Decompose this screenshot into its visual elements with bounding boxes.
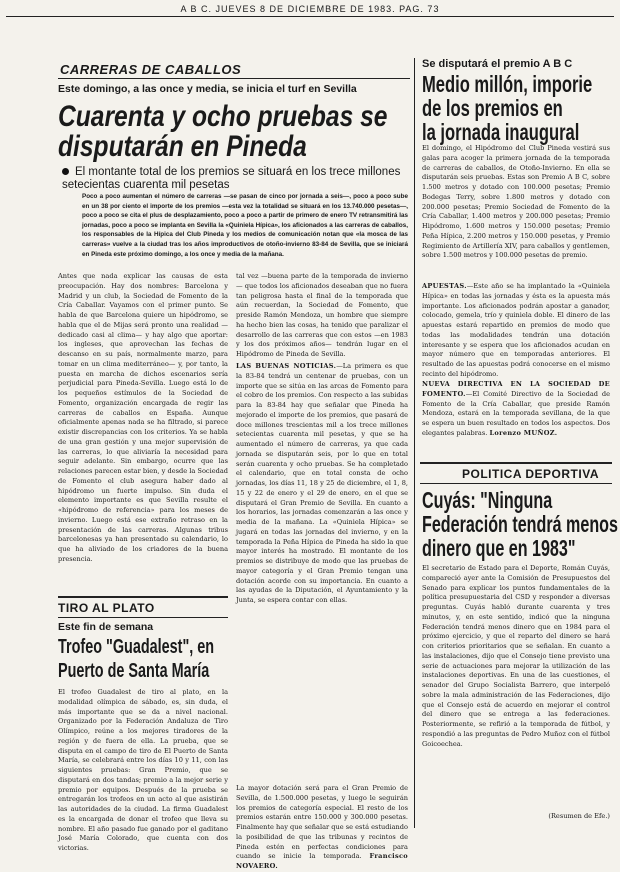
- article-column-1: Antes que nada explicar las causas de esta preocupación. Hay dos nombres: Barcelona y Madrid y un club, la Sociedad de Fomento de la Cría Caballar. Vayamos con el primer punto. Se habla de que Barcelona quiere un hipódromo, se habla que el de Mijas será pronto una realidad —dedicado casi al clima— y hay algo que aportar: los ingleses, que aprovechan las fechas de descanso en su país, normalmente marzo, para tomar en un clima mediterráneo— y, por tanto, la puesta en marcha de dichos escenarios sería perjudicial para Pineda-Sevilla. Luego está lo de los pequeños estímulos de la Sociedad de Fomento, organización encargada de regir las carreras de caballos en España. Aunque oficialmente apenas nada se ha filtrado, si parece existir discrepancias con los criterios. Ya se habla de una gran gestión y una mejor supervisión de las carreras, lo que aliviaría la necesidad para seguir adelante. Sin embargo, ocurre que las relaciones parecen estar bien, y desde la Sociedad de Fomento el club asegura haber dado al hipódromo un fuerte impulso. Sin duda el elemento importante es que Sevilla resulte el «hipódromo de referencia» para los meses de invierno. Luego está ese extraño retraso en la presentación de las carreras. Algunas tribus barcelonesas ya han presentado su calendario, lo que ha aliviado de los criadores de la buena presencia.: [58, 272, 228, 563]
- headline-line-1: Cuarenta y ocho pruebas se: [58, 100, 388, 133]
- directiva-byline: Lorenzo MUÑOZ.: [489, 428, 558, 437]
- right-headline-line-1: Medio millón, imporie: [422, 71, 593, 97]
- abc-prize-label: Se disputará el premio A B C: [422, 58, 573, 70]
- col2-text: —La primera es que la 83-84 tendrá un centenar de pruebas, con un importe que se sitúa en las arcas de Fomento para el cobro de los premios. Con respecto a las subidas para la 83-84 hay que señalar que Pineda ha mejorado el importe de los premios, que pasará de doce millones trescientas mil a los trece millones setecientas cuarenta mil pesetas, y que se ha aumentado el número de carreras, ya que cada jornada se disputarán seis, por lo que en total serán cuarenta y ocho pruebas. Se ha completado el calendario, que en total consta de ocho jornadas, los días 11, 18 y 25 de diciembre, el 1, 8, 15 y 22 de enero y el 29 de enero, en el que se disputará el Gran Premio de Sevilla. En cuanto a los horarios, las jornadas comenzarán a las once y media de la mañana. La «Quiniela Hípica» se jugará en todas las jornadas del invierno, y en la temporada la Peña Hípica de Pineda ha sido la que mayor interés ha mostrado. El montante de los premios se distribuye de modo que las pruebas de mayor categoría y el Gran Premio tengan una dotación acorde con su importancia. En cuanto a las ayudas de la Diputación, el Ayuntamiento y la Junta, se espera contar con ellas.: [236, 362, 408, 604]
- bullet-icon: [62, 168, 69, 175]
- tiro-headline-line-2: Puerto de Santa María: [58, 660, 210, 682]
- article-column-2a: tal vez —buena parte de la temporada de invierno— que todos los aficionados deseaban que no fuera tan peligrosa hasta el final de la temporada que aún recuerdan, la Sociedad de Fomento, que preside Ramón Mendoza, un hombre que siempre ha hecho bien las cosas, ha tenido que paralizar el desarrollo de las carreras que con estos —en 1983 y los dos próximos años— tendrán lugar en el Hipódromo de Pineda de Sevilla.: [236, 272, 408, 358]
- headline-line-2: disputarán en Pineda: [58, 130, 307, 163]
- politica-headline-line-2: Federación tendrá menos: [422, 511, 618, 537]
- right-headline-line-2: de los premios en: [422, 95, 563, 121]
- tiro-body: El trofeo Guadalest de tiro al plato, en la modalidad olímpica de sábado, es, sin duda, el más importante que se da a nivel nacional. Organizado por la Federación Andaluza de Tiro Olímpico, reúne a los mejores tiradores de la región y de fuera de ella. La prueba, que se disputa en el campo de tiro de El Puerto de Santa María, se celebrará entre los días 10 y 11, con las siguientes pruebas: Gran Premio, que se disputará en dos tandas; premio a la mejor serie y premio por equipos. Después de la prueba se entregarán los trofeos en un acto al que asistirán las autoridades de la ciudad. La firma Guadalest es la encargada de donar el trofeo que lleva su nombre. El año pasado fue ganado por el gaditano José María Colorado, que cuenta con dos victorias.: [58, 688, 228, 852]
- politica-headline-line-3: dinero que en 1983": [422, 535, 576, 561]
- article-subhead: Este domingo, a las once y media, se inicia el turf en Sevilla: [58, 83, 357, 95]
- header-rule: [6, 16, 614, 17]
- page-header: A B C. JUEVES 8 DE DICIEMBRE DE 1983. PAG. 73: [180, 4, 440, 14]
- apuestas-lead: APUESTAS.: [422, 282, 467, 290]
- tiro-top-rule: [58, 596, 228, 598]
- section-label: CARRERAS DE CABALLOS: [60, 62, 242, 77]
- apuestas-paragraph: [422, 282, 610, 378]
- article-column-2c: [236, 784, 408, 870]
- article-byline: Francisco NOVAERO.: [236, 852, 408, 870]
- article-lead: [62, 166, 410, 192]
- right-headline-line-3: la jornada inaugural: [422, 119, 580, 145]
- column-separator: [414, 58, 415, 828]
- article-column-2b: [236, 362, 408, 782]
- apuestas-text: —Este año se ha implantado la «Quiniela Hípica» en todas las jornadas y ésta es la apuesta más importante. Los aficionados podrán apostar a ganador, colocado, gemela, trío y quiniela doble. El dinero de las apuestas estará repartido en premios de modo que todas las modalidades tendrán una dotación interesante y se espera que los aficionados acudan en mayor número que en temporadas anteriores. El resultado de las apuestas podrá conocerse en el mismo recinto del hipódromo.: [422, 282, 610, 378]
- tiro-kicker: Este fin de semana: [58, 621, 154, 633]
- article-intro: Poco a poco aumentan el número de carreras —se pasan de cinco por jornada a seis—, poco a poco sube en un 38 por ciento el importe de los premios —esta vez la totalidad se situará en los 13.740.000 pesetas—, poco a poco se cita el plus de desplazamiento, poco a poco a partir de primero de enero TV retransmitirá las jornadas, poco a poco se implanta en Sevilla la «Quiniela Hípica», los aficionados a las carreras de caballos, los responsables de la Hípica del Club Pineda y los medios de comunicación notan que «la mosca de las carreras» vuelve a la ciudad tras los años improductivos de otoño-invierno 83-84 de Sevilla, que se iniciará en Pineda este próximo domingo, a los once y media de la mañana.: [82, 193, 408, 258]
- politica-source: (Resumen de Efe.): [548, 812, 610, 820]
- lead-text: El montante total de los premios se situará en los trece millones setecientas cuarenta mil pesetas: [62, 166, 401, 191]
- directiva-text: —El Comité Directivo de la Sociedad de Fomento de la Cría Caballar, que preside Ramón Mendoza, estará en la temporada sevillana, de la que se espera un buen resultado en todos los aspectos. Dos elegantes palabras.: [422, 389, 610, 437]
- politica-top-rule: [420, 462, 612, 464]
- tiro-section-rule: [58, 617, 228, 618]
- politica-section-label: POLITICA DEPORTIVA: [462, 467, 600, 481]
- directiva-paragraph: [422, 380, 610, 458]
- politica-headline-line-1: Cuyás: "Ninguna: [422, 487, 553, 513]
- directiva-lead: NUEVA DIRECTIVA EN LA SOCIEDAD DE FOMENTO.: [422, 380, 610, 398]
- right-article-body: El domingo, el Hipódromo del Club Pineda vestirá sus galas para acoger la primera jornada de la temporada de carreras de caballos, de Otoño-Invierno. En ella se disputarán seis pruebas. Estas son Premio A B C, sobre 1.500 metros y dotado con 100.000 pesetas; Premio Bodegas Terry, sobre 1.800 metros y dotado con 200.000 pesetas; Premio Sociedad de Fomento de la Cría Caballar, 1.400 metros y 200.000 pesetas; Premio Hipódromo, 1.600 metros y 150.000 pesetas; Premio Peña Hípica, 2.200 metros y 150.000 pesetas, y Premio Regimiento de Artillería XIV, para caballos y gentlemen, sobre 1.500 metros y 100.000 pesetas de premio.: [422, 144, 610, 260]
- tiro-section-label: TIRO AL PLATO: [58, 601, 155, 615]
- col2-end-text: La mayor dotación será para el Gran Premio de Sevilla, de 1.500.000 pesetas, y luego le seguirán los premios de categoría especial. El resto de los premios estarán entre 150.000 y 300.000 pesetas. Finalmente hay que señalar que se está estudiando la posibilidad de que las tribunas y recintos de Pineda estén en perfectas condiciones para cuando se inicie la temporada.: [236, 784, 408, 861]
- col2-lead: LAS BUENAS NOTICIAS.: [236, 362, 337, 370]
- section-rule: [58, 78, 410, 79]
- politica-body: El secretario de Estado para el Deporte, Román Cuyás, compareció ayer ante la Comisión de Presupuestos del Senado para explicar los puntos fundamentales de la política presupuestaria del CSD y responder a diversas preguntas. Cuyás habló durante cuarenta y tres minutos, y, en este sentido, indicó que la ninguna Federación tendrá menos dinero que en 1984 para el próximo ejercicio, y que el reparto del dinero se hará con criterios prioritarios que se señalan. En cuanto a las instalaciones, dijo que el Consejo tiene previsto una serie de actuaciones para mejorar la utilización de las instalaciones deportivas. En una de las cuestiones, el senador del Grupo Socialista Barrero, que interpeló sobre la mala administración de las Federaciones, dijo que el Consejo está de acuerdo en mejorar el control del dinero que se entrega a las federaciones. Posteriormente, se refirió a la temporada de fútbol, y respondió a las preguntas de Pedro Muñoz con el fútbol Goicoechea.: [422, 564, 610, 748]
- tiro-headline-line-1: Trofeo "Guadalest", en: [58, 636, 215, 658]
- politica-section-rule: [420, 483, 612, 484]
